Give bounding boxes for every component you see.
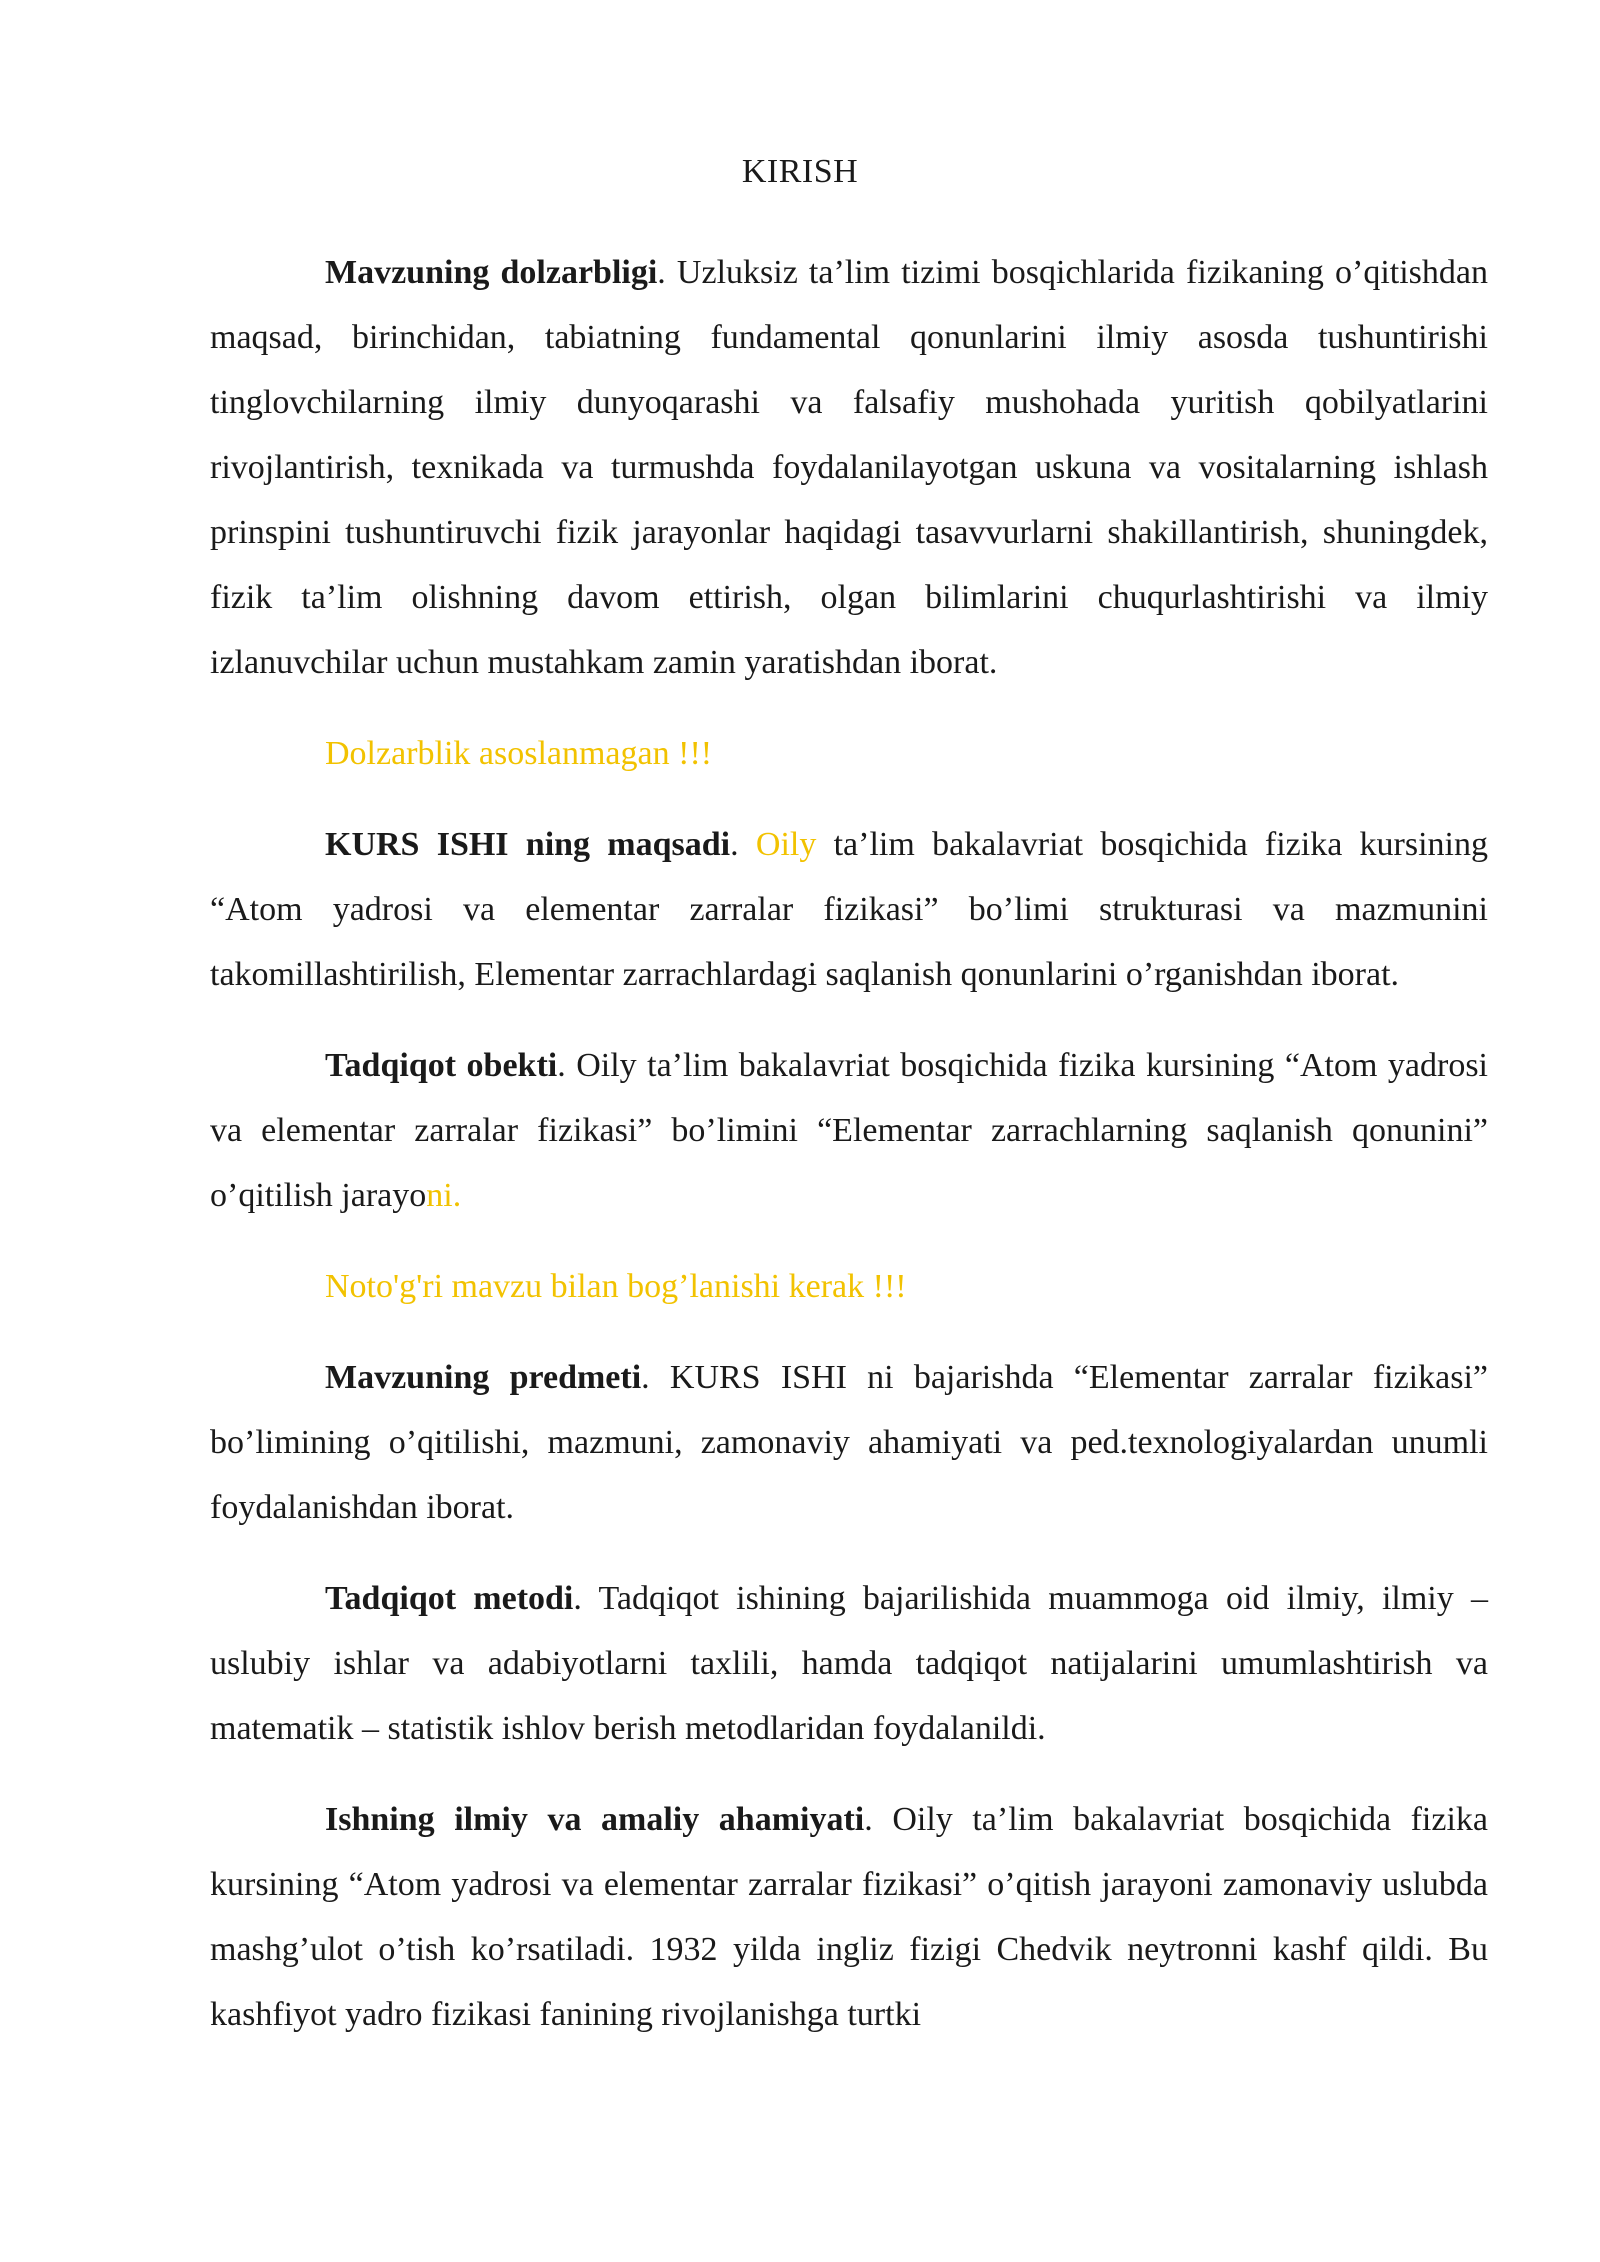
paragraph-text: . Tadqiqot ishining bajarilishida muammoga oid ilmiy, ilmiy – uslubiy ishlar va adabiyotlarni taxlili, hamda tadqiqot natijalarini umumlashtirish va matematik – statistik ishlov berish metodlaridan foydalanildi. (210, 1580, 1488, 1747)
paragraph-heading: KURS ISHI ning maqsadi (325, 826, 731, 863)
paragraph-subject (210, 1345, 1488, 1540)
page-title: KIRISH (741, 153, 859, 190)
paragraph-object (210, 1033, 1488, 1228)
document-body (210, 240, 1488, 2073)
paragraph-goal (210, 812, 1488, 1007)
paragraph-heading: Mavzuning predmeti (325, 1359, 642, 1396)
review-note: Noto'g'ri mavzu bilan bog’lanishi kerak !!! (325, 1268, 907, 1305)
highlighted-word: ni. (426, 1177, 462, 1214)
paragraph-text: . KURS ISHI ni bajarishda “Elementar zarralar fizikasi” bo’limining o’qitilishi, mazmuni, zamonaviy ahamiyati va ped.texnologiyalardan unumli foydalanishdan iborat. (210, 1359, 1488, 1526)
paragraph-text: . Oily ta’lim bakalavriat bosqichida fizika kursining “Atom yadrosi va elementar zarralar fizikasi” o’qitish jarayoni zamonaviy uslubda mashg’ulot o’tish ko’rsatiladi. 1932 yilda ingliz fizigi Chedvik neytronni kashf qildi. Bu kashfiyot yadro fizikasi fanining rivojlanishga turtki (210, 1801, 1489, 2033)
paragraph-heading: Mavzuning dolzarbligi (325, 254, 658, 291)
paragraph-heading: Ishning ilmiy va amaliy ahamiyati (325, 1801, 865, 1838)
review-note: Dolzarblik asoslanmagan !!! (325, 735, 713, 772)
highlighted-word: Oily (755, 826, 817, 863)
paragraph-text: . Oily ta’lim bakalavriat bosqichida fizika kursining “Atom yadrosi va elementar zarralar fizikasi” bo’limini “Elementar zarrachlarning saqlanish qonunini” o’qitilish jarayo (210, 1047, 1488, 1214)
paragraph-heading: Tadqiqot metodi (325, 1580, 574, 1617)
paragraph-text: ta’lim bakalavriat bosqichida fizika kursining “Atom yadrosi va elementar zarralar fizikasi” bo’limi strukturasi va mazmunini takomillashtirilish, Elementar zarrachlardagi saqlanish qonunlarini o’rganishdan iborat. (210, 826, 1489, 993)
paragraph-relevance (210, 240, 1488, 695)
paragraph-text: . Uzluksiz ta’lim tizimi bosqichlarida fizikaning o’qitishdan maqsad, birinchidan, tabiatning fundamental qonunlarini ilmiy asosda tushuntirishi tinglovchilarning ilmiy dunyoqarashi va falsafiy mushohada yuritish qobilyatlarini rivojlantirish, texnikada va turmushda foydalanilayotgan uskuna va vositalarning ishlash prinspini tushuntiruvchi fizik jarayonlar haqidagi tasavvurlarni shakillantirish, shuningdek, fizik ta’lim olishning davom ettirish, olgan bilimlarini chuqurlashtirishi va ilmiy izlanuvchilar uchun mustahkam zamin yaratishdan iborat. (210, 254, 1488, 681)
paragraph-method (210, 1566, 1488, 1761)
paragraph-text: . (730, 826, 756, 863)
paragraph-heading: Tadqiqot obekti (325, 1047, 558, 1084)
paragraph-significance (210, 1787, 1488, 2047)
